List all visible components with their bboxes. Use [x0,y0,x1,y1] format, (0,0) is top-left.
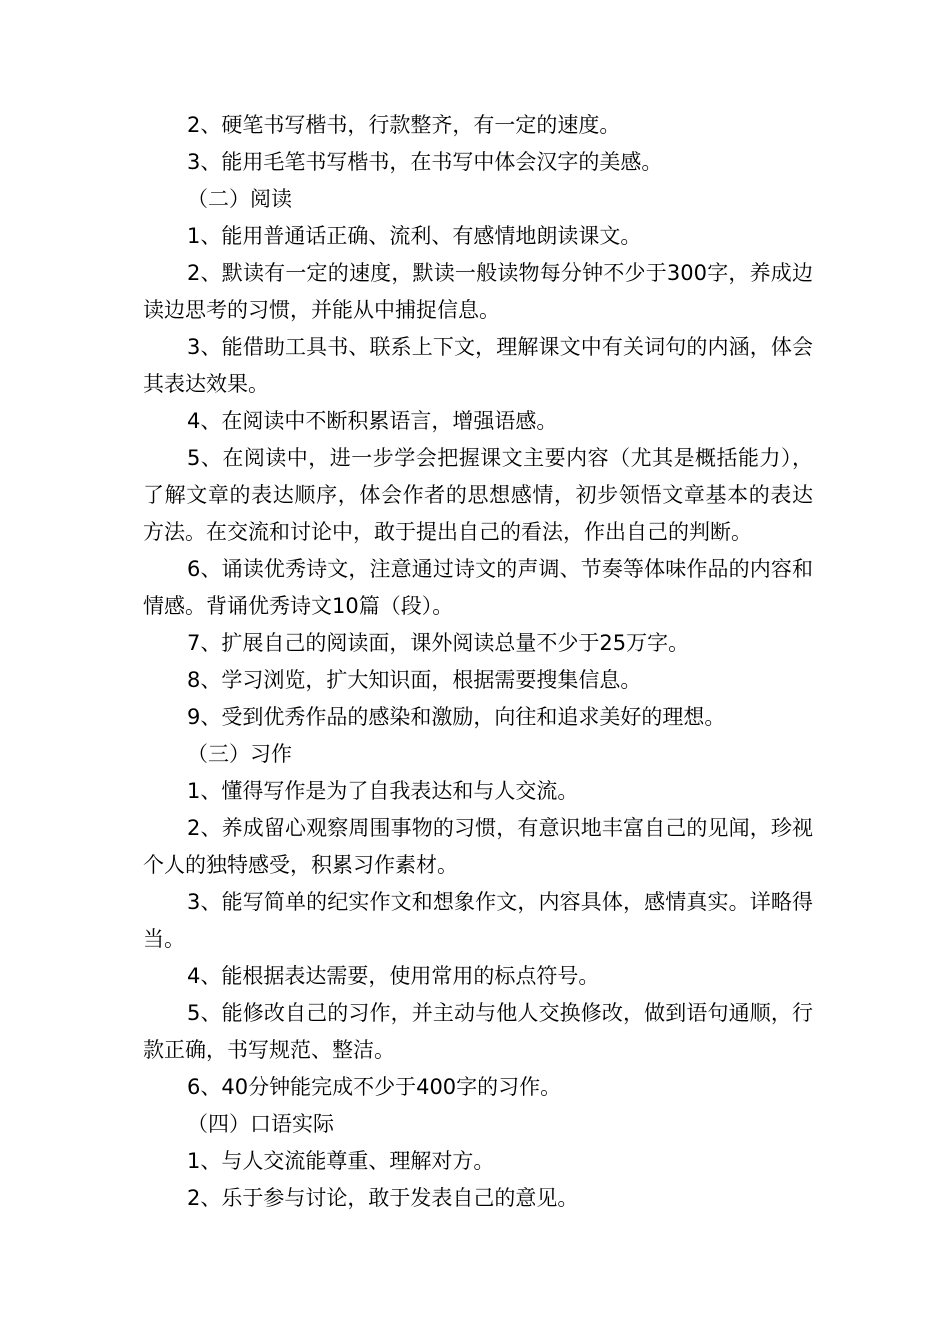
paragraph-reading-4: 4、在阅读中不断积累语言，增强语感。 [187,409,558,433]
paragraph-oral-1: 1、与人交流能尊重、理解对方。 [187,1149,495,1173]
paragraph-writing-1: 1、懂得写作是为了自我表达和与人交流。 [187,779,579,803]
paragraph-writing-6: 6、40分钟能完成不少于400字的习作。 [187,1075,562,1099]
paragraph-reading-5: 5、在阅读中，进一步学会把握课文主要内容（尤其是概括能力），了解文章的表达顺序，体会作者的思想感情，初步领悟文章基本的表达方法。在交流和讨论中，敢于提出自己的看法，作出自己的判断。 [143,446,813,544]
paragraph-reading-6: 6、诵读优秀诗文，注意通过诗文的声调、节奏等体味作品的内容和情感。背诵优秀诗文10篇（段）。 [143,557,813,618]
paragraph-writing-4: 4、能根据表达需要，使用常用的标点符号。 [187,964,600,988]
paragraph-oral-2: 2、乐于参与讨论，敢于发表自己的意见。 [187,1186,579,1210]
paragraph-handwriting-3: 3、能用毛笔书写楷书，在书写中体会汉字的美感。 [187,150,663,174]
section-heading-writing: （三）习作 [187,742,292,766]
paragraph-reading-9: 9、受到优秀作品的感染和激励，向往和追求美好的理想。 [187,705,726,729]
section-heading-oral: （四）口语实际 [187,1112,334,1136]
paragraph-writing-3: 3、能写简单的纪实作文和想象作文，内容具体，感情真实。详略得当。 [143,890,813,951]
paragraph-reading-3: 3、能借助工具书、联系上下文，理解课文中有关词句的内涵，体会其表达效果。 [143,335,813,396]
section-heading-reading: （二）阅读 [187,187,292,211]
paragraph-writing-2: 2、养成留心观察周围事物的习惯，有意识地丰富自己的见闻，珍视个人的独特感受，积累习作素材。 [143,816,813,877]
document-body [143,107,813,1217]
paragraph-reading-7: 7、扩展自己的阅读面，课外阅读总量不少于25万字。 [187,631,690,655]
paragraph-reading-2: 2、默读有一定的速度，默读一般读物每分钟不少于300字，养成边读边思考的习惯，并能从中捕捉信息。 [143,261,813,322]
paragraph-handwriting-2: 2、硬笔书写楷书，行款整齐，有一定的速度。 [187,113,621,137]
paragraph-reading-8: 8、学习浏览，扩大知识面，根据需要搜集信息。 [187,668,642,692]
paragraph-reading-1: 1、能用普通话正确、流利、有感情地朗读课文。 [187,224,642,248]
paragraph-writing-5: 5、能修改自己的习作，并主动与他人交换修改，做到语句通顺，行款正确，书写规范、整洁。 [143,1001,813,1062]
